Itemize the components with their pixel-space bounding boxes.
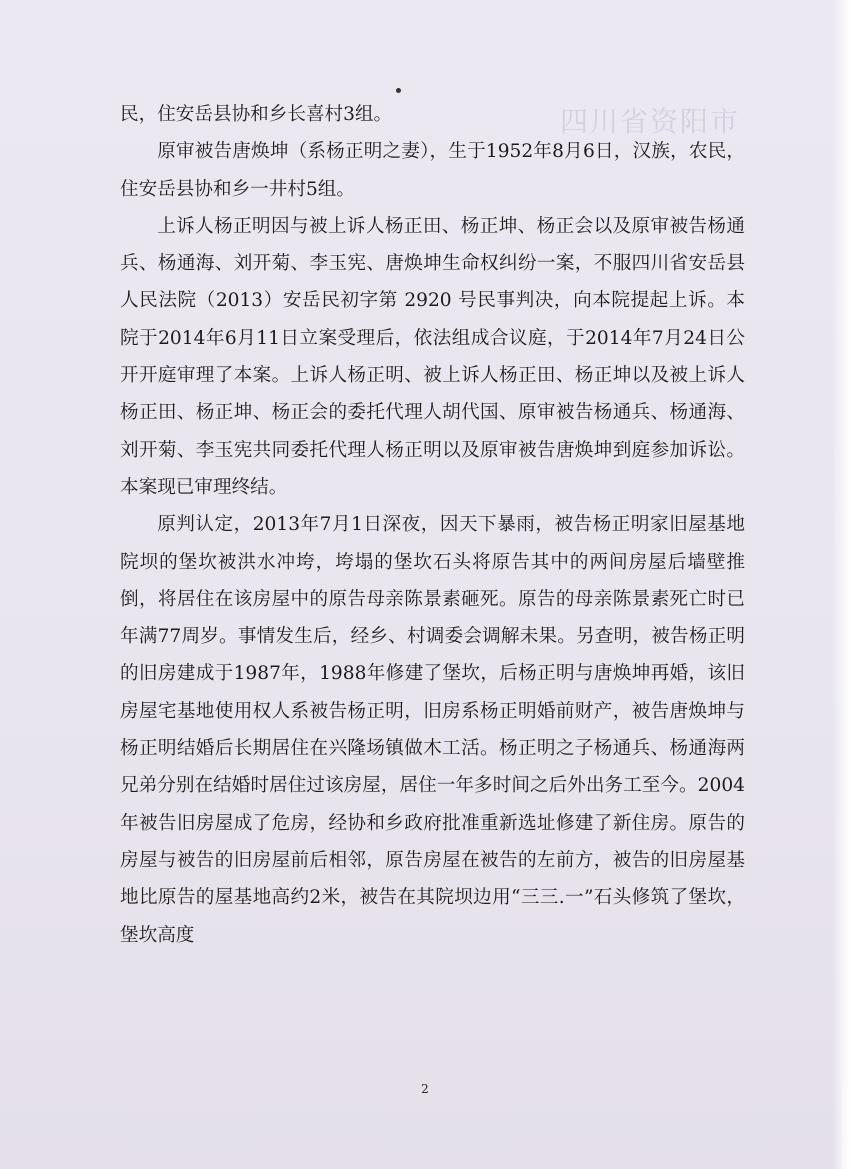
bleed-through-header: 四川省资阳市: [560, 105, 741, 138]
ink-speck: [396, 88, 401, 93]
page-number: 2: [421, 1082, 429, 1096]
paragraph-continuation: 民，住安岳县协和乡长喜村3组。: [120, 104, 393, 125]
scan-edge: [832, 0, 850, 1169]
paragraph-original-findings: 原判认定，2013年7月1日深夜，因天下暴雨，被告杨正明家旧屋基地院坝的堡坎被洪水冲垮，垮塌的堡坎石头将原告其中的两间房屋后墙壁推倒，将居住在该房屋中的原告母亲陈景素砸死。原告的母亲陈景素死亡时已年满77周岁。事情发生后，经乡、村调委会调解未果。另查明，被告杨正明的旧房建成于1987年，1988年修建了堡坎，后杨正明与唐焕坤再婚，该旧房屋宅基地使用权人系被告杨正明，旧房系杨正明婚前财产，被告唐焕坤与杨正明结婚后长期居住在兴隆场镇做木工活。杨正明之子杨通兵、杨通海两兄弟分别在结婚时居住过该房屋，居住一年多时间之后外出务工至今。2004年被告旧房屋成了危房，经协和乡政府批准重新选址修建了新住房。原告的房屋与被告的旧房屋前后相邻，原告房屋在被告的左前方，被告的旧房屋基地比原告的屋基地高约2米，被告在其院坝边用“三三.一”石头修筑了堡坎，堡坎高度: [120, 514, 745, 946]
paragraph-defendant-info: 原审被告唐焕坤（系杨正明之妻），生于1952年8月6日，汉族，农民，住安岳县协和乡一井村5组。: [120, 141, 745, 200]
paragraph-case-summary: 上诉人杨正明因与被上诉人杨正田、杨正坤、杨正会以及原审被告杨通兵、杨通海、刘开菊、李玉宪、唐焕坤生命权纠纷一案，不服四川省安岳县人民法院（2013）安岳民初字第 2920 号民事判决，向本院提起上诉。本院于2014年6月11日立案受理后，依法组成合议庭，于2014年7月24日公开开庭审理了本案。上诉人杨正明、被上诉人杨正田、杨正坤以及被上诉人杨正田、杨正坤、杨正会的委托代理人胡代国、原审被告杨通兵、杨通海、刘开菊、李玉宪共同委托代理人杨正明以及原审被告唐焕坤到庭参加诉讼。本案现已审理终结。: [120, 215, 745, 498]
judgment-body: [120, 96, 745, 954]
